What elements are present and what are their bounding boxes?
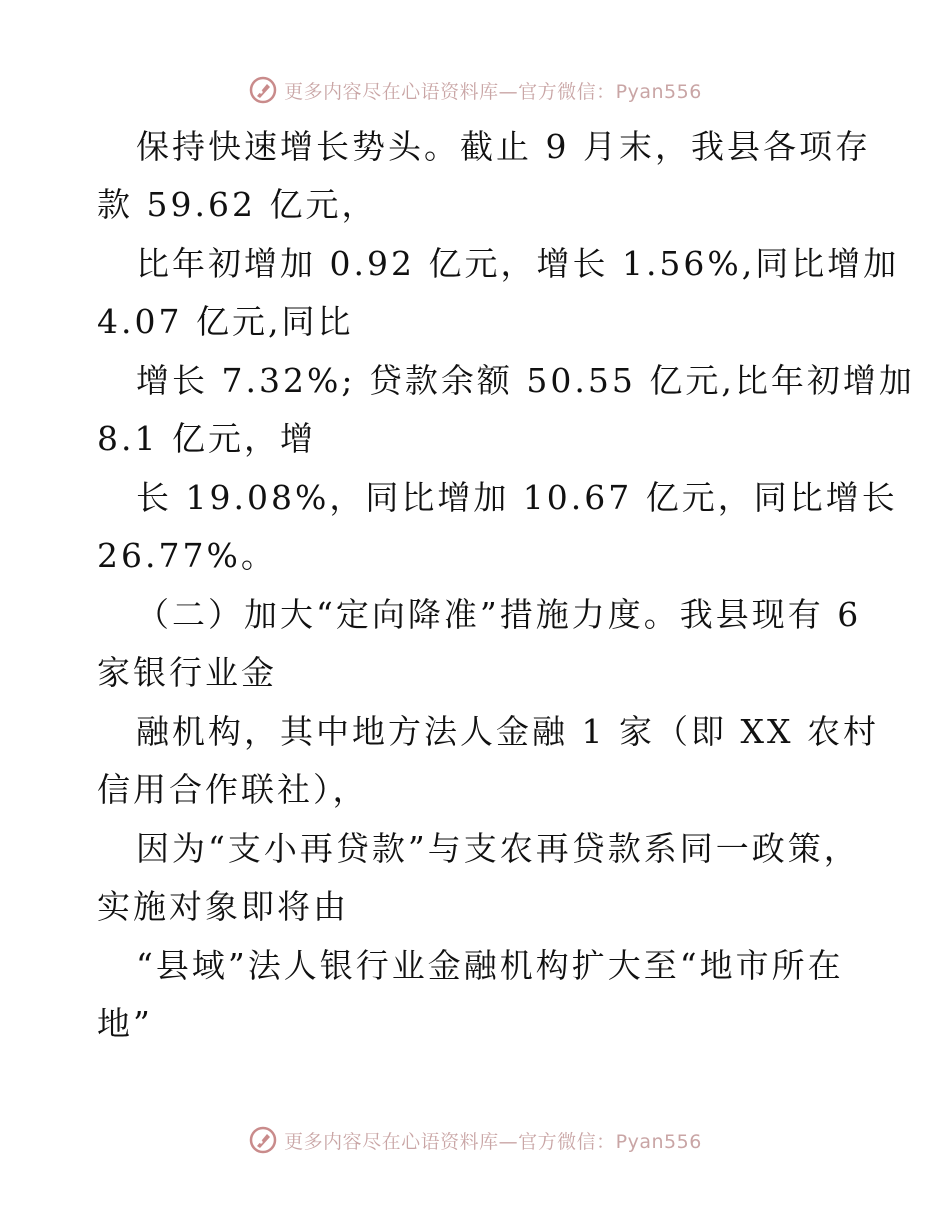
text-line: 地” [97, 1004, 153, 1043]
text-line: 4.07 亿元,同比 [97, 302, 354, 341]
text-line: 因为“支小再贷款”与支农再贷款系同一政策， [136, 829, 860, 868]
text-line: （二）加大“定向降准”措施力度。我县现有 6 [136, 595, 862, 634]
footer-watermark [0, 1120, 950, 1160]
text-line: 实施对象即将由 [97, 887, 349, 926]
text-line: 8.1 亿元，增 [97, 419, 316, 458]
watermark-text: 更多内容尽在心语资料库—官方微信：Pyan556 [284, 80, 702, 103]
text-line: 家银行业金 [97, 653, 277, 692]
text-line: 款 59.62 亿元， [97, 185, 378, 224]
pen-nib-icon [248, 75, 278, 105]
text-line: 长 19.08%，同比增加 10.67 亿元，同比增长 [136, 478, 898, 517]
pen-nib-icon [248, 1125, 278, 1155]
text-line: “县域”法人银行业金融机构扩大至“地市所在 [136, 946, 844, 985]
watermark-text: 更多内容尽在心语资料库—官方微信：Pyan556 [284, 1130, 702, 1153]
text-line: 保持快速增长势头。截止 9 月末，我县各项存 [136, 127, 871, 166]
text-line: 信用合作联社）， [97, 770, 369, 809]
text-line: 融机构，其中地方法人金融 1 家（即 XX 农村 [136, 712, 879, 751]
text-line: 增长 7.32%; 贷款余额 50.55 亿元,比年初增加 [136, 361, 915, 400]
text-line: 比年初增加 0.92 亿元，增长 1.56%,同比增加 [136, 244, 900, 283]
header-watermark [0, 70, 950, 110]
text-line: 26.77%。 [97, 536, 277, 575]
